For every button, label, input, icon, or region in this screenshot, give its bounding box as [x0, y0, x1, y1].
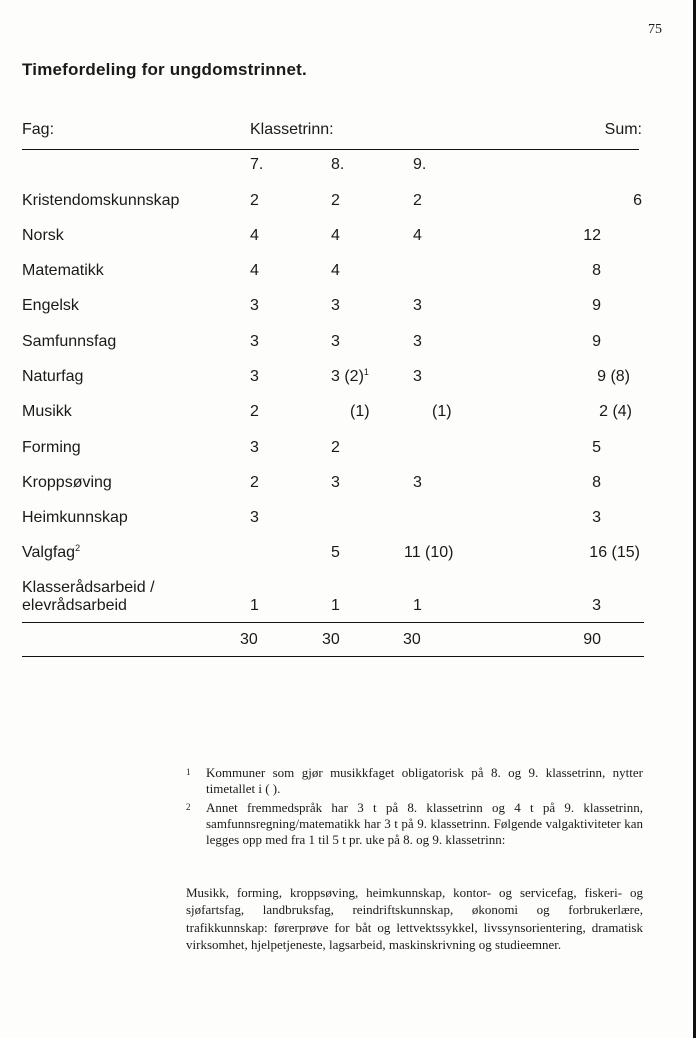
footnote-mark: 1 [186, 767, 191, 777]
row-sum: 12 [583, 227, 601, 244]
row-grade-7: 2 [250, 403, 259, 420]
row-sum: 2 (4) [599, 403, 632, 420]
grade-8: 8. [331, 156, 345, 173]
row-grade-8: 3 [331, 474, 340, 491]
header-rule [22, 149, 639, 150]
row-grade-9: 3 [413, 368, 422, 385]
row-sum: 9 (8) [597, 368, 630, 385]
row-subject: Heimkunnskap [22, 509, 128, 526]
footnote-2 [186, 800, 643, 870]
total-sum: 90 [583, 631, 601, 648]
page-title: Timefordeling for ungdomstrinnet. [22, 60, 307, 79]
row-sum: 9 [592, 333, 601, 350]
grade-9: 9. [413, 156, 427, 173]
row-subject: Forming [22, 439, 81, 456]
row-sum: 3 [592, 509, 601, 526]
row-grade-8-value: 3 (2) [331, 368, 364, 385]
row-grade-8: 4 [331, 227, 340, 244]
row-sum: 3 [592, 597, 601, 614]
row-grade-8: 3 [331, 297, 340, 314]
row-subject: Matematikk [22, 262, 104, 279]
row-grade-7: 3 [250, 509, 259, 526]
row-grade-9: 2 [413, 192, 422, 209]
row-grade-7: 2 [250, 474, 259, 491]
row-sum: 8 [592, 474, 601, 491]
row-grade-9: 1 [413, 597, 422, 614]
row-grade-9: 11 (10) [404, 544, 454, 561]
page-number: 75 [648, 22, 662, 37]
row-grade-8: 2 [331, 439, 340, 456]
row-grade-9: 3 [413, 333, 422, 350]
row-grade-8: 3 [331, 333, 340, 350]
total-grade-8: 30 [322, 631, 340, 648]
row-grade-7: 4 [250, 227, 259, 244]
totals-rule-bottom [22, 656, 644, 657]
row-subject: Kroppsøving [22, 474, 112, 491]
row-grade-7: 3 [250, 368, 259, 385]
footnote-ref-2: 2 [75, 543, 81, 553]
header-grades: Klassetrinn: [250, 121, 334, 138]
row-grade-8: (1) [350, 403, 370, 420]
row-subject: Norsk [22, 227, 64, 244]
footnote-1 [186, 765, 643, 799]
row-sum: 16 (15) [589, 544, 640, 561]
footnote-mark: 2 [186, 802, 191, 812]
totals-rule-top [22, 622, 644, 623]
row-grade-9: 3 [413, 297, 422, 314]
footnote-text: Kommuner som gjør musikkfaget obligatorisk på 8. og 9. klassetrinn, nytter timetallet i ( ). [206, 765, 643, 796]
footnote-ref-1: 1 [363, 367, 369, 377]
row-grade-8: 4 [331, 262, 340, 279]
row-grade-7: 4 [250, 262, 259, 279]
row-grade-7: 3 [250, 333, 259, 350]
row-subject: Naturfag [22, 368, 84, 385]
row-subject: Kristendomskunnskap [22, 192, 180, 209]
row-subject: Samfunnsfag [22, 333, 117, 350]
total-grade-7: 30 [240, 631, 258, 648]
row-subject-text: Valgfag [22, 544, 76, 561]
footnote-text: Annet fremmedspråk har 3 t på 8. klassetrinn og 4 t på 9. klassetrinn, samfunnsregning/matematikk har 3 t på 9. klassetrinn. Følgende valgaktiviteter kan legges opp med fra 1 til 5 t pr. uke på 8. og 9. klassetrinn: [206, 800, 643, 847]
total-grade-9: 30 [403, 631, 421, 648]
row-subject-line1: Klasserådsarbeid / [22, 579, 155, 596]
row-grade-8: 5 [331, 544, 340, 561]
row-subject: Engelsk [22, 297, 79, 314]
header-sum: Sum: [604, 121, 642, 138]
row-grade-8: 2 [331, 192, 340, 209]
row-grade-9: 4 [413, 227, 422, 244]
activities-paragraph: Musikk, forming, kroppsøving, heimkunnskap, kontor- og servicefag, fiskeri- og sjøfartsfag, landbruksfag, reindriftskunnskap, økonomi og forbrukerlære, trafikkunnskap: førerprøve for båt og lettvektssykkel, livssynsorientering, dramatisk virksomhet, hjelpetjeneste, lagsarbeid, maskinskrivning og studieemner. [186, 885, 643, 952]
row-sum: 9 [592, 297, 601, 314]
row-sum: 5 [592, 439, 601, 456]
grade-7: 7. [250, 156, 264, 173]
row-subject: Musikk [22, 403, 72, 420]
row-grade-9: 3 [413, 474, 422, 491]
row-subject [22, 543, 80, 563]
row-grade-8 [331, 367, 369, 387]
row-subject-line2: elevrådsarbeid [22, 597, 127, 614]
row-grade-8: 1 [331, 597, 340, 614]
row-grade-7: 2 [250, 192, 259, 209]
header-subject: Fag: [22, 121, 55, 138]
row-sum: 6 [633, 192, 642, 209]
row-grade-7: 1 [250, 597, 259, 614]
row-sum: 8 [592, 262, 601, 279]
row-grade-9: (1) [432, 403, 452, 420]
row-grade-7: 3 [250, 297, 259, 314]
row-grade-7: 3 [250, 439, 259, 456]
